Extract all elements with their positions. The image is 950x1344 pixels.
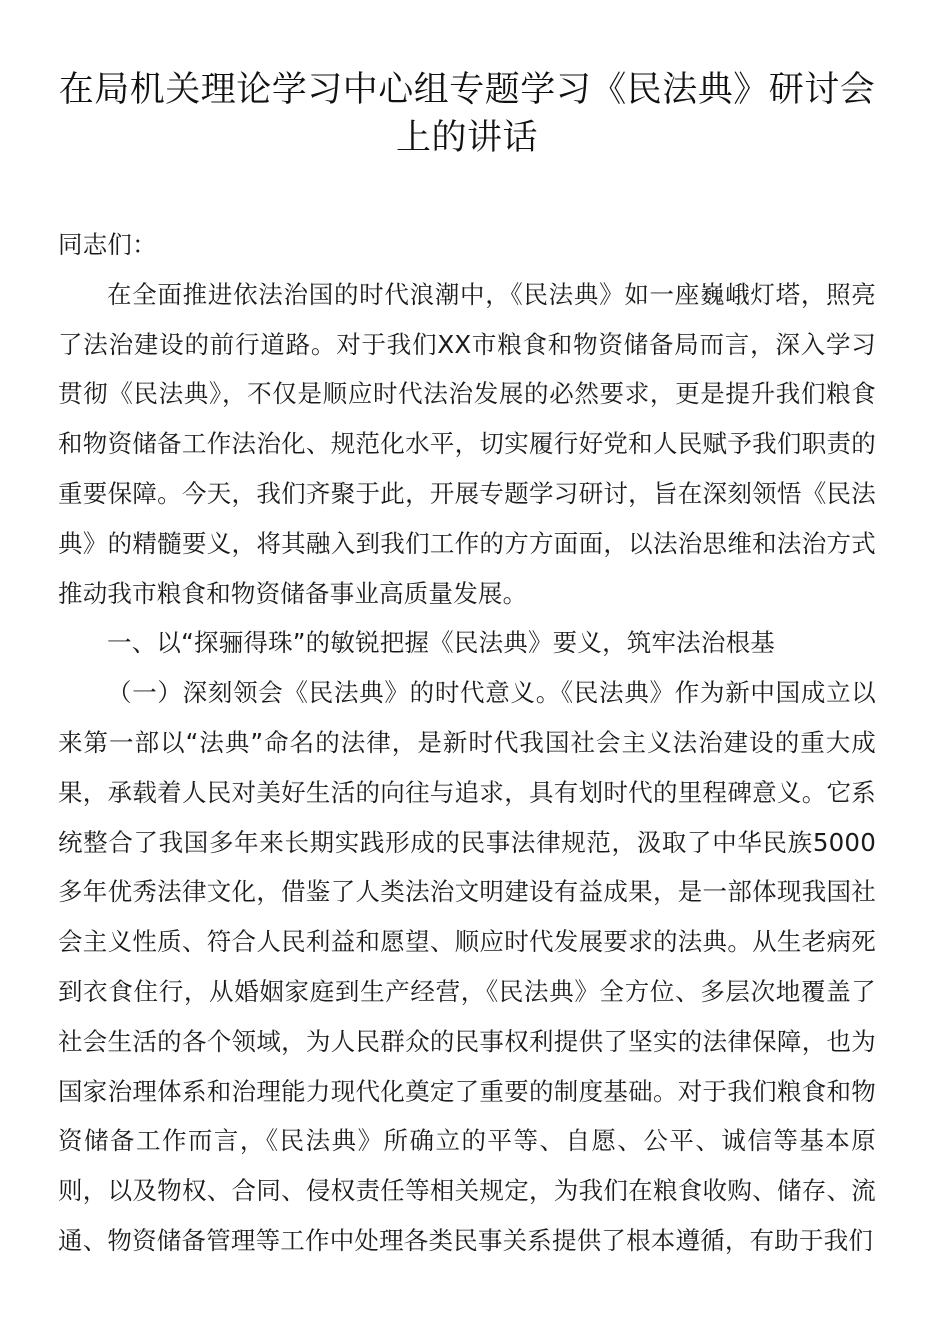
document-title: 在局机关理论学习中心组专题学习《民法典》研讨会上的讲话 xyxy=(58,70,876,158)
paragraph-1-1: （一）深刻领会《民法典》的时代意义。《民法典》作为新中国成立以来第一部以“法典”命名的法律，是新时代我国社会主义法治建设的重大成果，承载着人民对美好生活的向往与追求，具有划时代的里程碑意义。它系统整合了我国多年来长期实践形成的民事法律规范，汲取了中华民族5000多年优秀法律文化，借鉴了人类法治文明建设有益成果，是一部体现我国社会主义性质、符合人民利益和愿望、顺应时代发展要求的法典。从生老病死到衣食住行，从婚姻家庭到生产经营，《民法典》全方位、多层次地覆盖了社会生活的各个领域，为人民群众的民事权利提供了坚实的法律保障，也为国家治理体系和治理能力现代化奠定了重要的制度基础。对于我们粮食和物资储备工作而言，《民法典》所确立的平等、自愿、公平、诚信等基本原则，以及物权、合同、侵权责任等相关规定，为我们在粮食收购、储存、流通、物资储备管理等工作中处理各类民事关系提供了根本遵循，有助于我们 xyxy=(58,678,876,1255)
section-heading-1: 一、以“探骊得珠”的敏锐把握《民法典》要义，筑牢法治根基 xyxy=(107,628,775,658)
document-body xyxy=(58,220,876,1266)
salutation: 同志们： xyxy=(58,230,157,259)
paragraph-intro: 在全面推进依法治国的时代浪潮中，《民法典》如一座巍峨灯塔，照亮了法治建设的前行道路。对于我们XX市粮食和物资储备局而言，深入学习贯彻《民法典》，不仅是顺应时代法治发展的必然要求，更是提升我们粮食和物资储备工作法治化、规范化水平，切实履行好党和人民赋予我们职责的重要保障。今天，我们齐聚于此，开展专题学习研讨，旨在深刻领悟《民法典》的精髓要义，将其融入到我们工作的方方面面，以法治思维和法治方式推动我市粮食和物资储备事业高质量发展。 xyxy=(58,279,876,608)
